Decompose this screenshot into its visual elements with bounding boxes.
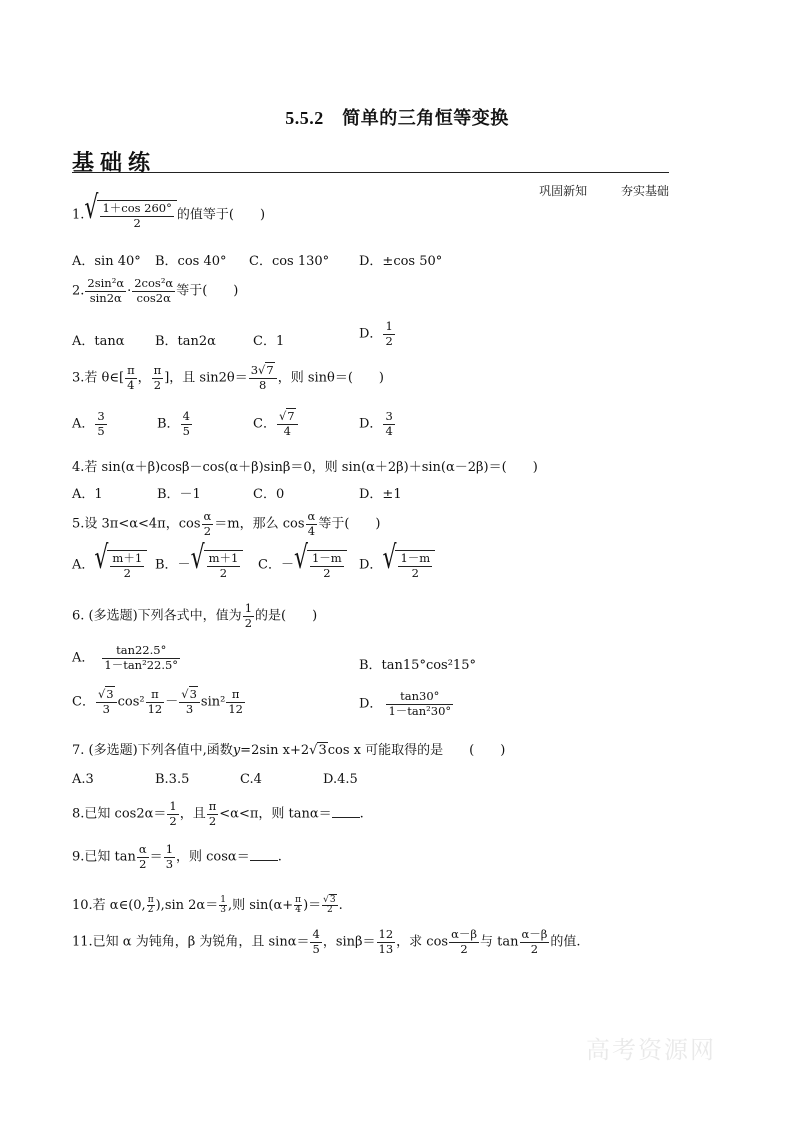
math-text-q8-f1n: 1 <box>169 799 177 813</box>
question-7: 7. (多选题)下列各值中,函数y=2sin x+2√3cos x 可能取得的是 ( ) <box>72 743 506 758</box>
math-text-q6-c4n: π <box>226 688 245 703</box>
q6-option-d <box>359 690 454 718</box>
math-text-q3-tail: ，则 sinθ＝( ) <box>277 370 385 386</box>
q2-frac2-num: 2cos²α <box>134 276 174 290</box>
math-text-q6-c1n-rad: 3 <box>106 687 114 701</box>
q2-d-num: 1 <box>385 319 393 333</box>
q8-answer-blank[interactable] <box>332 807 360 818</box>
math-text-q7-tail: cos x 可能取得的是 ( ) <box>327 743 506 758</box>
math-text-q6-dd: 1－tan²30° <box>388 703 452 718</box>
math-text-q11-f3d: 2 <box>460 941 468 956</box>
math-text-q6-c3n-rad: 3 <box>189 687 197 701</box>
q2-frac1-num: 2sin²α <box>87 276 125 290</box>
math-text-q6-an: tan22.5° <box>102 644 180 659</box>
math-text-q6-a: A． <box>72 650 95 666</box>
math-text-q6-pre: 6. (多选题)下列各式中，值为 <box>72 608 242 624</box>
math-text-q6-d: D． <box>359 696 383 712</box>
q5-option-c: C．－ √ $\frac{1-m}{2}$ <box>258 550 347 580</box>
math-text-q3-comma: ， <box>137 370 151 386</box>
question-2 <box>72 277 238 305</box>
q5-option-b: B．－ √ $\frac{m+1}{2}$ <box>155 550 243 580</box>
math-text-q5-c: C．－ <box>258 557 294 573</box>
q2-number: 2. <box>72 283 85 299</box>
q2-option-c: C．1 <box>253 334 285 349</box>
page-title: 5.5.2 简单的三角恒等变换 <box>285 108 509 128</box>
q4-option-c: C．0 <box>253 487 285 502</box>
q1-stem-tail: 的值等于( ) <box>176 207 266 223</box>
math-text-q5-d: D． <box>359 557 383 573</box>
math-text-q6-c4d: 12 <box>228 701 243 716</box>
math-text-q11-mid: ，sinβ＝ <box>322 934 376 950</box>
math-text-q3-dn: 3 <box>385 409 393 423</box>
math-text-q9-eq: ＝ <box>149 849 163 865</box>
watermark: 高考资源网 <box>586 1036 716 1064</box>
math-text-q7-eq: =2sin x+2 <box>240 743 310 758</box>
math-text-q11-f1n: 4 <box>312 927 320 941</box>
math-text-q5-cd: 2 <box>323 565 331 580</box>
q4-option-a: A．1 <box>72 487 103 502</box>
tag-consolidate: 巩固新知 <box>539 184 588 198</box>
math-text-q3-f3n-rad: 7 <box>266 363 274 377</box>
math-text-q9-f1d: 2 <box>139 856 147 871</box>
math-text-q10-f4d: 2 <box>327 905 333 915</box>
section-rule <box>72 172 669 173</box>
q3-option-a <box>72 410 108 438</box>
math-text-q6-c2d: 12 <box>147 701 163 716</box>
math-text-q5-dd: 2 <box>411 565 419 580</box>
math-text-q3-pre: 3.若 θ∈[ <box>72 370 125 386</box>
math-text-q5-f1n: α <box>203 509 212 523</box>
math-text-q6-ccos: cos² <box>117 694 145 710</box>
q2-d-den: 2 <box>385 333 393 348</box>
math-text-q11-f3n: α－β <box>451 927 478 941</box>
q3-option-c: C． $\frac{√7}{4}$ <box>253 410 299 438</box>
math-text-q5-a: A． <box>72 557 95 573</box>
math-text-q8-f2n: π <box>208 799 217 813</box>
question-5 <box>72 510 380 538</box>
math-text-q3-mid: ]，且 sin2θ＝ <box>164 370 248 386</box>
q2-dot: · <box>127 283 132 299</box>
q7-option-b: B.3.5 <box>155 772 190 787</box>
math-text-q10-f3d: 4 <box>295 905 301 915</box>
q3-option-d <box>359 410 396 438</box>
math-text-q11-f2n: 12 <box>378 927 394 941</box>
q9-answer-blank[interactable] <box>250 850 278 861</box>
math-text-q5-f2n: α <box>307 509 316 523</box>
q5-option-d: D． √ $\frac{1-m}{2}$ <box>359 550 435 580</box>
math-text-q3-d: D． <box>359 416 383 432</box>
q4-option-b: B．－1 <box>157 487 201 502</box>
math-text-q3-c: C． <box>253 416 276 432</box>
q6-option-c: C． $\frac{√3}{3}$ cos² $\frac{\pi}{12}$ － $\frac{√3}{3}$ sin² $\frac{\pi}{12}$ <box>72 687 243 716</box>
question-9 <box>72 843 282 871</box>
q1-option-a: A．sin 40° <box>72 254 141 269</box>
math-text-q11-mid2: ，求 cos <box>396 934 449 950</box>
math-text-q9-f2d: 3 <box>165 856 174 871</box>
math-text-q5-mid: ＝m，那么 cos <box>214 516 305 532</box>
question-8 <box>72 800 364 828</box>
math-text-q6-fn: 1 <box>244 601 253 615</box>
math-text-q5-bn: m＋1 <box>208 551 239 565</box>
q1-radicand-denominator: 2 <box>133 215 141 230</box>
math-text-q10-f1d: 2 <box>147 905 154 915</box>
math-text-q3-cn-rad: 7 <box>287 409 295 423</box>
math-text-q9-pre: 9.已知 tan <box>72 849 136 865</box>
math-text-q6-c3d: 3 <box>185 701 194 716</box>
math-text-q10-f1n: π <box>147 895 154 905</box>
section-heading: 基础练 <box>72 151 157 176</box>
math-text-q5-an: m＋1 <box>112 551 143 565</box>
math-text-q3-an: 3 <box>97 409 105 423</box>
math-text-q6-c: C． <box>72 694 95 710</box>
math-text-q10-mid1: ),sin 2α＝ <box>155 898 219 913</box>
math-text-q11-f1d: 5 <box>312 941 320 956</box>
q5-option-a: A． √ $\frac{m+1}{2}$ <box>72 550 147 580</box>
math-text-q7-fn: y <box>232 743 241 758</box>
question-4: 4.若 sin(α＋β)cosβ－cos(α＋β)sinβ＝0，则 sin(α＋2β)＋sin(α－2β)＝( ) <box>72 460 538 475</box>
math-text-q10-f3n: π <box>295 895 302 905</box>
math-text-q10-mid2: ,则 sin(α+ <box>227 898 294 913</box>
section-tags <box>539 182 669 199</box>
math-text-q11-f4n: α－β <box>521 927 548 941</box>
q4-option-d: D．±1 <box>359 487 402 502</box>
q1-option-d: D．±cos 50° <box>359 254 443 269</box>
math-text-q10-mid3: )＝ <box>303 898 322 913</box>
math-text-q5-b: B．－ <box>155 557 191 573</box>
math-text-q5-bd: 2 <box>219 565 228 580</box>
math-text-q7-rad: 3 <box>318 743 327 758</box>
tag-foundation: 夯实基础 <box>620 184 669 198</box>
math-text-q10-f2d: 3 <box>220 905 226 915</box>
q2-option-b: B．tan2α <box>155 334 216 349</box>
math-text-q11-f4d: 2 <box>530 941 539 956</box>
math-text-q3-cd: 4 <box>283 423 291 438</box>
question-6 <box>72 602 317 630</box>
q2-option-d <box>359 320 396 348</box>
math-text-q6-c1d: 3 <box>102 701 110 716</box>
math-text-q3-a: A． <box>72 416 95 432</box>
math-text-q3-dd: 4 <box>385 423 393 438</box>
question-10: 10.若 α∈(0, $\frac{\pi}{2}$ ),sin 2α＝ $\frac{1}{3}$ ,则 sin(α+ $\frac{\pi}{4}$ )＝ $\frac{√3}{2}$ . <box>72 895 343 915</box>
question-11 <box>72 928 581 956</box>
q6-option-a <box>72 644 181 672</box>
math-text-q5-f2d: 4 <box>307 523 316 538</box>
math-text-q8-mid: ，且 <box>179 806 206 822</box>
math-text-q9-end: . <box>277 849 282 865</box>
q2-option-a: A．tanα <box>72 334 125 349</box>
q1-option-c: C．cos 130° <box>249 254 330 269</box>
math-text-q5-f1d: 2 <box>203 523 212 538</box>
math-text-q3-f1n: π <box>127 363 135 377</box>
math-text-q3-bd: 5 <box>182 423 190 438</box>
math-text-q3-f3n-coef: 3 <box>250 363 259 377</box>
q3-option-b <box>157 410 193 438</box>
math-text-q7-pre: 7. (多选题)下列各值中,函数 <box>72 743 233 758</box>
q1-number: 1. <box>72 207 85 223</box>
math-text-q3-f1d: 4 <box>127 377 135 392</box>
math-text-q6-fd: 2 <box>244 615 253 630</box>
math-text-q3-b: B． <box>157 416 180 432</box>
math-text-q2-d: D． <box>359 326 383 342</box>
math-text-q8-pre: 8.已知 cos2α＝ <box>72 806 167 822</box>
q2-frac2-den: cos2α <box>136 290 171 305</box>
math-text-q5-pre: 5.设 3π<α<4π，cos <box>72 516 201 532</box>
q1-sqrt: √ $\frac{1+\cos 260^\circ}{2}$ <box>84 200 176 230</box>
math-text-q9-f2n: 1 <box>165 842 174 856</box>
math-text-q6-cminus: － <box>165 694 179 710</box>
q7-option-c: C.4 <box>240 772 262 787</box>
math-text-q3-f2d: 2 <box>153 377 162 392</box>
math-text-q3-f2n: π <box>153 363 162 377</box>
math-text-q6-c2n: π <box>146 688 165 703</box>
question-3: 3.若 θ∈[ $\frac{\pi}{4}$ ， $\frac{\pi}{2}$ ]，且 sin2θ＝ $\frac{3√7}{8}$ ，则 sinθ＝( ) <box>72 363 385 392</box>
math-text-q8-tail: <α<π，则 tanα＝ <box>219 806 332 822</box>
math-text-q9-tail: ，则 cosα＝ <box>176 849 250 865</box>
math-text-q11-mid3: 与 tan <box>480 934 519 950</box>
math-text-q11-pre: 11.已知 α 为钝角，β 为锐角，且 sinα＝ <box>72 934 310 950</box>
math-text-q5-dn: 1－m <box>400 551 431 565</box>
math-text-q8-f1d: 2 <box>169 813 177 828</box>
q7-option-d: D.4.5 <box>323 772 358 787</box>
math-text-q10-pre: 10.若 α∈(0, <box>72 898 146 913</box>
math-text-q10-f4n-rad: 3 <box>329 895 336 905</box>
math-text-q9-f1n: α <box>138 842 147 856</box>
math-text-q6-dn: tan30° <box>386 690 453 705</box>
math-text-q10-end: . <box>338 898 343 913</box>
q7-option-a: A.3 <box>72 772 94 787</box>
q2-stem-tail: 等于( ) <box>176 283 239 299</box>
math-text-q3-bn: 4 <box>182 409 190 423</box>
question-1 <box>72 190 266 230</box>
math-text-q5-ad: 2 <box>123 565 131 580</box>
math-text-q5-tail: 等于( ) <box>318 516 381 532</box>
q6-option-b: B．tan15°cos²15° <box>359 658 476 673</box>
math-text-q11-f2d: 13 <box>378 941 394 956</box>
q1-radicand-numerator: 1＋cos 260° <box>102 201 172 215</box>
math-text-q6-tail: 的是( ) <box>255 608 318 624</box>
q2-frac1-den: sin2α <box>89 290 122 305</box>
math-text-q6-csin: sin² <box>200 694 226 710</box>
math-text-q5-cn: 1－m <box>311 551 342 565</box>
math-text-q3-ad: 5 <box>97 423 105 438</box>
math-text-q10-f2n: 1 <box>220 895 226 905</box>
math-text-q11-tail: 的值. <box>550 934 581 950</box>
math-text-q8-end: . <box>359 806 364 822</box>
math-text-q6-ad: 1－tan²22.5° <box>104 657 179 672</box>
math-text-q8-f2d: 2 <box>208 813 217 828</box>
q1-option-b: B．cos 40° <box>155 254 227 269</box>
math-text-q3-f3d: 8 <box>259 377 267 392</box>
